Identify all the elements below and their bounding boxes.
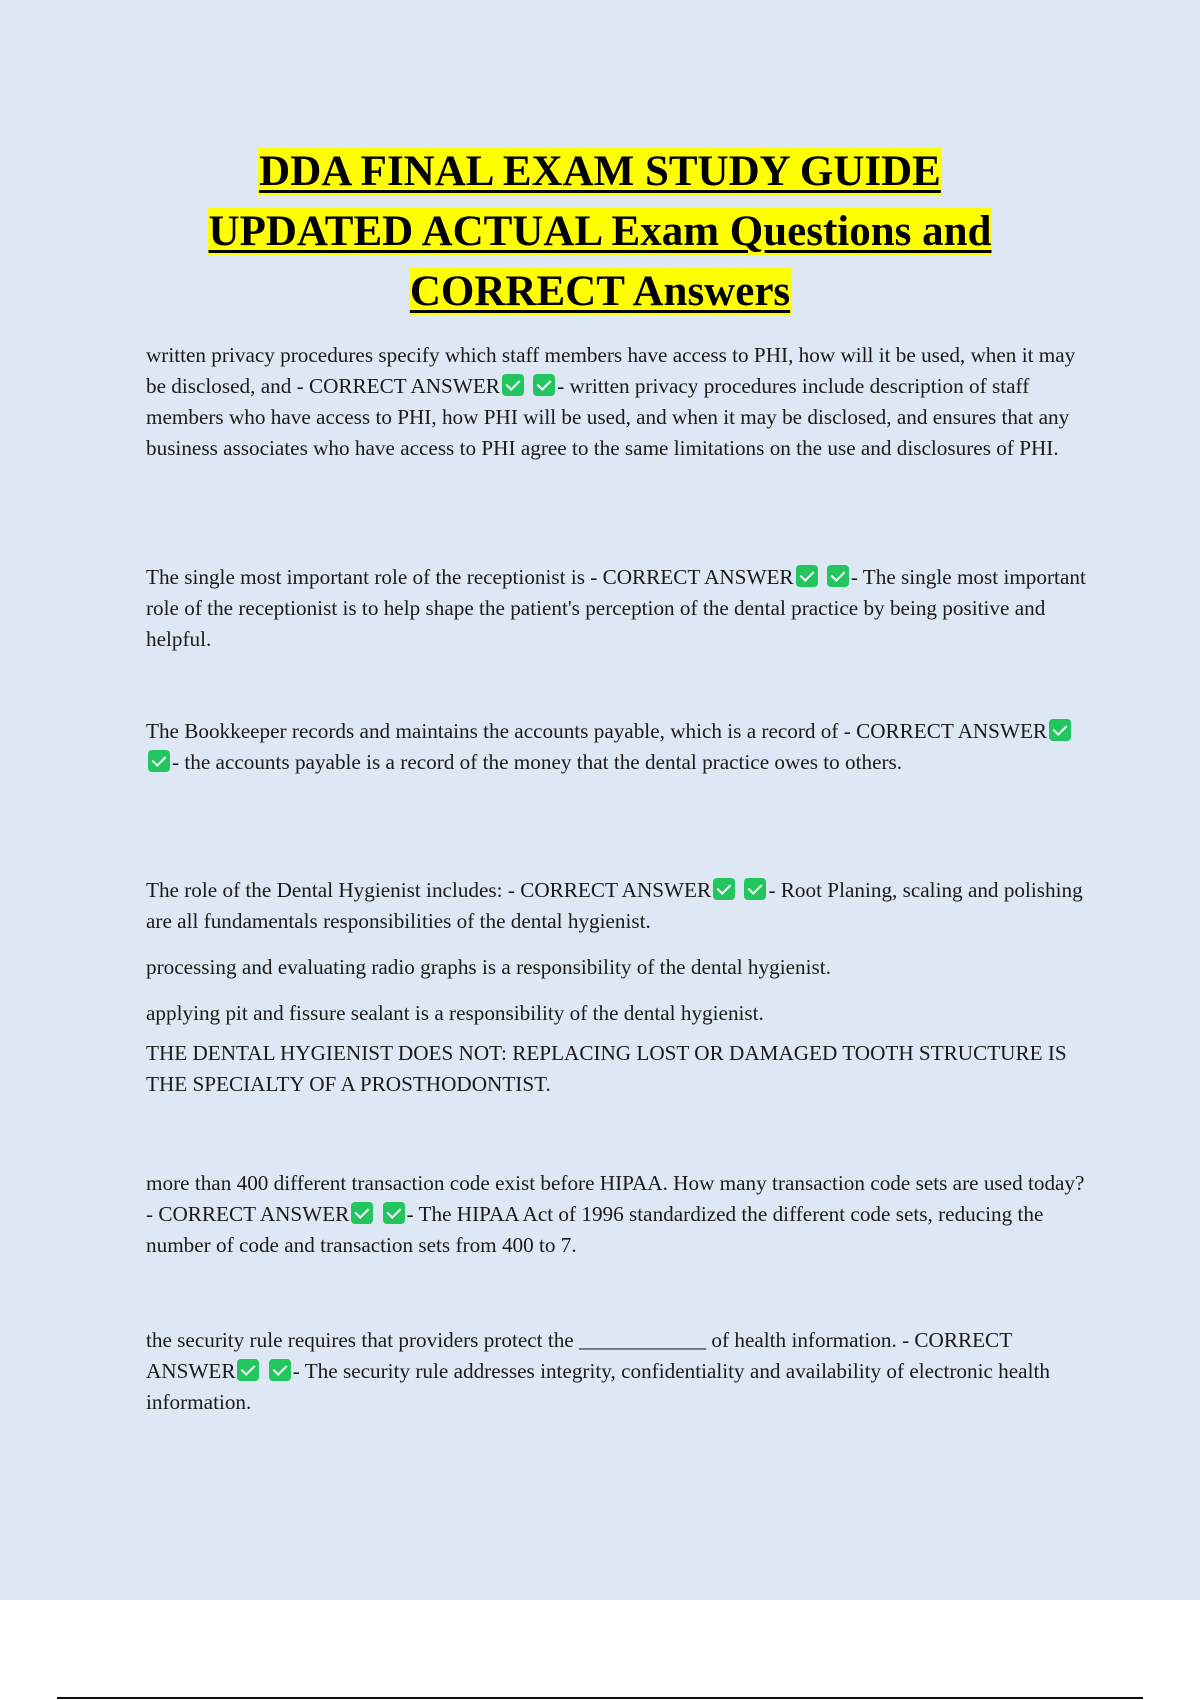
answer-marker: CORRECT ANSWER bbox=[146, 1328, 1012, 1383]
title-line-1: DDA FINAL EXAM STUDY GUIDE bbox=[259, 148, 941, 195]
extra-line: applying pit and fissure sealant is a responsibility of the dental hygienist. bbox=[146, 1001, 764, 1025]
question-text: The single most important role of the receptionist is - bbox=[146, 565, 603, 589]
qa-item bbox=[146, 875, 1086, 1100]
qa-item bbox=[146, 716, 1086, 778]
answer-text: - the accounts payable is a record of the money that the dental practice owes to others. bbox=[172, 750, 903, 774]
check-mark-icon bbox=[383, 1202, 405, 1224]
check-mark-icon bbox=[1049, 719, 1071, 741]
check-mark-icon bbox=[827, 565, 849, 587]
title-line-2: UPDATED ACTUAL Exam Questions and bbox=[208, 208, 992, 255]
title-line-3: CORRECT Answers bbox=[409, 268, 791, 315]
check-mark-icon bbox=[148, 750, 170, 772]
check-mark-icon bbox=[502, 374, 524, 396]
extra-line: processing and evaluating radio graphs is a responsibility of the dental hygienist. bbox=[146, 955, 831, 979]
qa-item bbox=[146, 340, 1086, 464]
check-mark-icon bbox=[351, 1202, 373, 1224]
check-mark-icon bbox=[744, 878, 766, 900]
document-title bbox=[0, 142, 1200, 322]
extra-line: THE DENTAL HYGIENIST DOES NOT: REPLACING LOST OR DAMAGED TOOTH STRUCTURE IS THE SPECIALTY OF A PROSTHODONTIST. bbox=[146, 1041, 1067, 1096]
question-text: The role of the Dental Hygienist includes: - bbox=[146, 878, 521, 902]
bottom-divider bbox=[57, 1697, 1143, 1699]
answer-marker: CORRECT ANSWER bbox=[158, 1202, 350, 1226]
answer-text: - The single most important role of the receptionist is to help shape the patient's perception of the dental practice by being positive and helpful. bbox=[146, 565, 1086, 651]
qa-item bbox=[146, 562, 1086, 655]
answer-marker: CORRECT ANSWER bbox=[856, 719, 1048, 743]
qa-item bbox=[146, 1325, 1086, 1418]
question-text: more than 400 different transaction code exist before HIPAA. How many transaction code sets are used today? - bbox=[146, 1171, 1085, 1226]
answer-marker: CORRECT ANSWER bbox=[602, 565, 794, 589]
answer-text: - Root Planing, scaling and polishing are all fundamentals responsibilities of the dental hygienist. bbox=[146, 878, 1083, 933]
check-mark-icon bbox=[269, 1359, 291, 1381]
check-mark-icon bbox=[533, 374, 555, 396]
question-text: the security rule requires that providers protect the ____________ of health information. - bbox=[146, 1328, 915, 1352]
answer-text: - The security rule addresses integrity, confidentiality and availability of electronic health information. bbox=[146, 1359, 1050, 1414]
question-text: The Bookkeeper records and maintains the accounts payable, which is a record of - bbox=[146, 719, 857, 743]
answer-text: - written privacy procedures include description of staff members who have access to PHI, how PHI will be used, and when it may be disclosed, and ensures that any business associates who have access to PHI agree to the same limitations on the use and disclosures of PHI. bbox=[146, 374, 1070, 460]
answer-marker: CORRECT ANSWER bbox=[520, 878, 712, 902]
answer-marker: CORRECT ANSWER bbox=[308, 374, 500, 398]
question-text: written privacy procedures specify which staff members have access to PHI, how will it be used, when it may be disclosed, and - bbox=[146, 343, 1076, 398]
check-mark-icon bbox=[237, 1359, 259, 1381]
check-mark-icon bbox=[796, 565, 818, 587]
qa-item bbox=[146, 1168, 1086, 1261]
answer-text: - The HIPAA Act of 1996 standardized the different code sets, reducing the number of code and transaction sets from 400 to 7. bbox=[146, 1202, 1044, 1257]
check-mark-icon bbox=[713, 878, 735, 900]
